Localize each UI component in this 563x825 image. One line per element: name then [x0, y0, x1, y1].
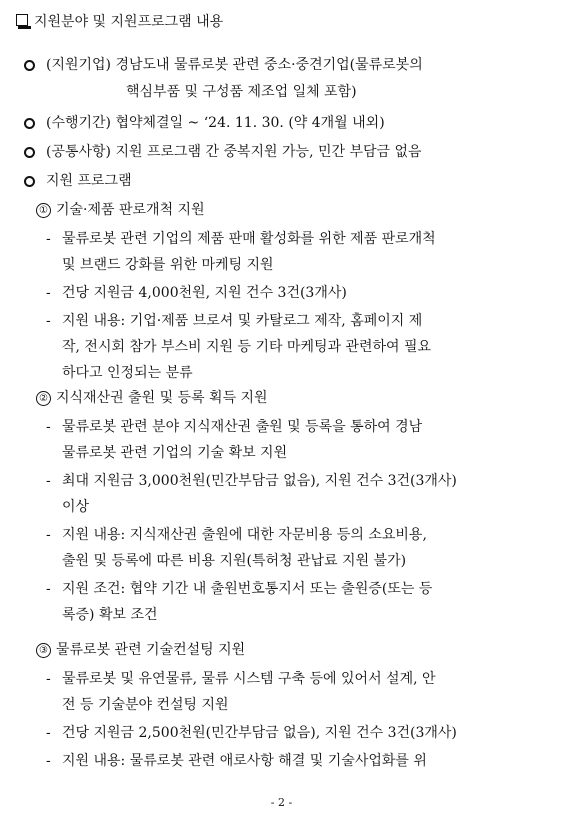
dash-marker: -: [46, 581, 51, 597]
circle-bullet-icon: [24, 118, 35, 129]
item-text: 하다고 인정되는 분류: [62, 365, 193, 381]
item-text: 지원 내용: 지식재산권 출원에 대한 자문비용 등의 소요비용,: [62, 527, 427, 543]
item-text: 최대 지원금 3,000천원(민간부담금 없음), 지원 건수 3건(3개사): [62, 473, 457, 489]
item-text: 건당 지원금 4,000천원, 지원 건수 3건(3개사): [62, 285, 347, 301]
dash-marker: -: [46, 527, 51, 543]
program-number: ②: [36, 391, 51, 406]
item-text: 물류로봇 관련 기업의 기술 확보 지원: [62, 445, 288, 461]
dash-marker: -: [46, 473, 51, 489]
program-number: ③: [36, 643, 51, 658]
bullet-text: (공통사항) 지원 프로그램 간 중복지원 가능, 민간 부담금 없음: [46, 144, 422, 160]
program-title: 기술·제품 판로개척 지원: [56, 202, 205, 218]
program-title: 지식재산권 출원 및 등록 획득 지원: [56, 390, 268, 406]
checkbox-icon: [16, 14, 28, 26]
program-number: ①: [36, 203, 51, 218]
dash-marker: -: [46, 725, 51, 741]
item-text: 이상: [62, 499, 90, 515]
item-text: 물류로봇 관련 분야 지식재산권 출원 및 등록을 통하여 경남: [62, 419, 423, 435]
item-text: 록증) 확보 조건: [62, 607, 158, 623]
item-text: 및 브랜드 강화를 위한 마케팅 지원: [62, 257, 274, 273]
section-title: 지원분야 및 지원프로그램 내용: [34, 14, 224, 30]
item-text: 물류로봇 및 유연물류, 물류 시스템 구축 등에 있어서 설계, 안: [62, 671, 436, 687]
dash-marker: -: [46, 419, 51, 435]
bullet-text: 지원 프로그램: [46, 173, 132, 189]
item-text: 출원 및 등록에 따른 비용 지원(특허청 관납료 지원 불가): [62, 553, 407, 569]
dash-marker: -: [46, 285, 51, 301]
bullet-text: (수행기간) 협약체결일 ~ ‘24. 11. 30. (약 4개월 내외): [46, 115, 385, 131]
bullet-text: 핵심부품 및 구성품 제조업 일체 포함): [126, 84, 357, 100]
item-text: 건당 지원금 2,500천원(민간부담금 없음), 지원 건수 3건(3개사): [62, 725, 457, 741]
dash-marker: -: [46, 753, 51, 769]
bullet-text: (지원기업) 경남도내 물류로봇 관련 중소·중견기업(물류로봇의: [46, 57, 423, 73]
item-text: 물류로봇 관련 기업의 제품 판매 활성화를 위한 제품 판로개척: [62, 231, 436, 247]
dash-marker: -: [46, 313, 51, 329]
circle-bullet-icon: [24, 176, 35, 187]
item-text: 지원 조건: 협약 기간 내 출원번호통지서 또는 출원증(또는 등: [62, 581, 433, 597]
item-text: 작, 전시회 참가 부스비 지원 등 기타 마케팅과 관련하여 필요: [62, 339, 432, 355]
circle-bullet-icon: [24, 60, 35, 71]
program-title: 물류로봇 관련 기술컨설팅 지원: [56, 642, 246, 658]
dash-marker: -: [46, 231, 51, 247]
item-text: 지원 내용: 기업·제품 브로셔 및 카탈로그 제작, 홈페이지 제: [62, 313, 423, 329]
item-text: 전 등 기술분야 컨설팅 지원: [62, 697, 229, 713]
dash-marker: -: [46, 671, 51, 687]
page-number: - 2 -: [270, 796, 293, 809]
circle-bullet-icon: [24, 147, 35, 158]
item-text: 지원 내용: 물류로봇 관련 애로사항 해결 및 기술사업화를 위: [62, 753, 427, 769]
